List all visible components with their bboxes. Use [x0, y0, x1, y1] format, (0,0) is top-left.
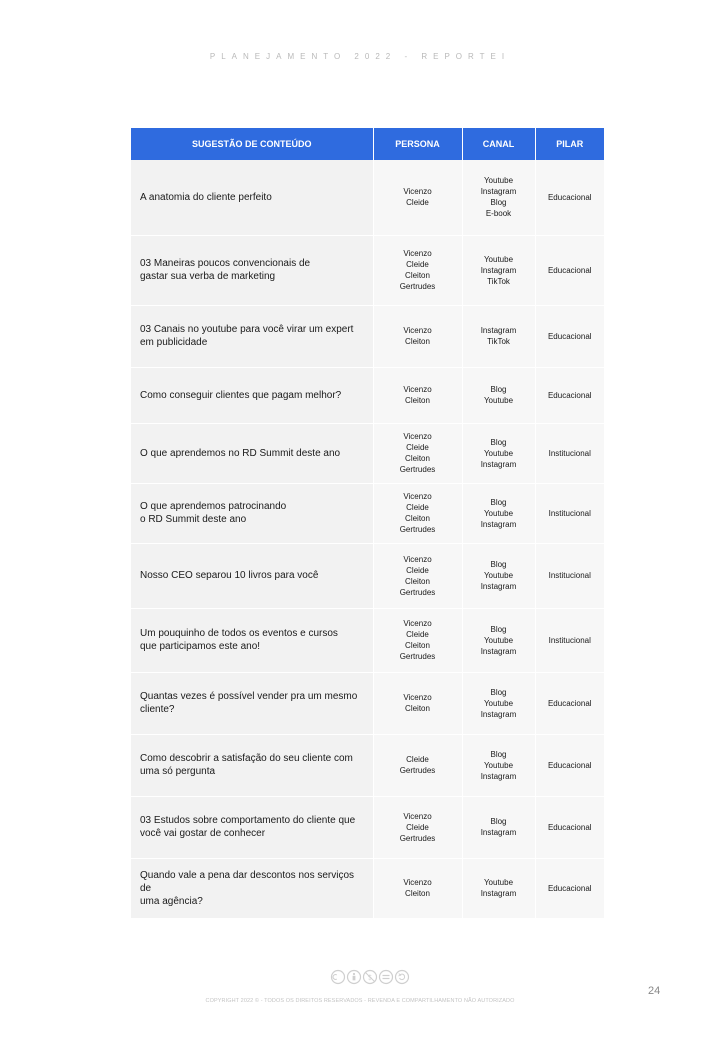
- table-body: [131, 160, 604, 918]
- persona-cell: [373, 483, 462, 543]
- persona-item: Cleiton: [405, 704, 430, 713]
- persona-cell: [373, 423, 462, 483]
- persona-item: Cleiton: [405, 454, 430, 463]
- persona-cell: [373, 608, 462, 672]
- pillar-cell: Educacional: [535, 235, 604, 305]
- persona-item: Vicenzo: [403, 492, 432, 501]
- pillar-cell: Institucional: [535, 423, 604, 483]
- persona-item: Vicenzo: [403, 693, 432, 702]
- persona-item: Gertrudes: [399, 652, 436, 661]
- channel-item: Blog: [490, 817, 507, 826]
- channel-item: Instagram: [480, 582, 517, 591]
- channel-item: Blog: [490, 385, 507, 394]
- channel-cell: [462, 423, 535, 483]
- channel-item: Youtube: [483, 176, 514, 186]
- persona-item: Gertrudes: [399, 587, 436, 597]
- column-header-pillar: PILAR: [535, 128, 604, 160]
- channel-item: Instagram: [480, 459, 517, 469]
- channel-item: Instagram: [480, 326, 517, 335]
- content-suggestion-cell: Como conseguir clientes que pagam melhor?: [131, 367, 373, 423]
- channel-cell: [462, 235, 535, 305]
- pillar-cell: Educacional: [535, 734, 604, 796]
- channel-cell: [462, 543, 535, 608]
- persona-item: Vicenzo: [403, 326, 432, 335]
- channel-item: Blog: [490, 687, 507, 697]
- persona-item: Cleiton: [405, 337, 430, 346]
- pillar-cell: Educacional: [535, 796, 604, 858]
- pillar-cell: Educacional: [535, 858, 604, 918]
- persona-item: Cleiton: [405, 514, 430, 523]
- document-header: PLANEJAMENTO 2022 - REPORTEI: [209, 52, 511, 61]
- persona-item: Vicenzo: [403, 187, 432, 197]
- channel-item: Instagram: [480, 828, 517, 837]
- pillar-cell: Educacional: [535, 160, 604, 235]
- table-row: [131, 672, 604, 734]
- persona-item: Cleide: [406, 443, 429, 452]
- persona-item: Cleide: [406, 822, 429, 832]
- content-suggestion-cell: 03 Estudos sobre comportamento do cliente que você vai gostar de conhecer: [131, 796, 373, 858]
- channel-item: Instagram: [480, 709, 517, 719]
- persona-item: Gertrudes: [399, 525, 436, 534]
- channel-item: Youtube: [483, 698, 514, 708]
- table-row: [131, 543, 604, 608]
- persona-cell: [373, 305, 462, 367]
- persona-item: Cleiton: [405, 576, 430, 586]
- pillar-cell: Educacional: [535, 367, 604, 423]
- channel-cell: [462, 734, 535, 796]
- channel-item: Blog: [490, 749, 507, 759]
- channel-item: Instagram: [480, 646, 517, 656]
- noncommercial-icon: [364, 971, 377, 984]
- persona-cell: [373, 796, 462, 858]
- copyright-notice: COPYRIGHT 2022 © - TODOS OS DIREITOS RESERVADOS - REVENDA E COMPARTILHAMENTO NÃO AUTORIZADO: [205, 998, 515, 1004]
- channel-item: Blog: [490, 437, 507, 447]
- channel-item: Youtube: [483, 396, 514, 405]
- persona-cell: [373, 543, 462, 608]
- channel-cell: [462, 305, 535, 367]
- svg-text:$: $: [367, 973, 373, 982]
- persona-item: Cleide: [406, 503, 429, 512]
- pillar-cell: Educacional: [535, 672, 604, 734]
- channel-cell: [462, 858, 535, 918]
- persona-item: Cleide: [406, 630, 429, 639]
- persona-item: Cleide: [406, 755, 429, 764]
- content-suggestion-cell: Quantas vezes é possível vender pra um mesmo cliente?: [131, 672, 373, 734]
- persona-item: Vicenzo: [403, 619, 432, 628]
- persona-cell: [373, 235, 462, 305]
- channel-item: Instagram: [480, 771, 517, 781]
- channel-item: E-book: [485, 209, 512, 219]
- persona-item: Cleide: [406, 565, 429, 575]
- table-row: [131, 796, 604, 858]
- channel-item: TikTok: [487, 337, 510, 346]
- channel-item: Blog: [490, 560, 507, 569]
- content-suggestion-cell: Nosso CEO separou 10 livros para você: [131, 543, 373, 608]
- persona-item: Vicenzo: [403, 432, 432, 441]
- channel-item: Youtube: [483, 508, 514, 518]
- content-suggestion-cell: O que aprendemos no RD Summit deste ano: [131, 423, 373, 483]
- pillar-cell: Institucional: [535, 608, 604, 672]
- channel-item: Youtube: [483, 571, 514, 580]
- content-suggestion-cell: Quando vale a pena dar descontos nos serviços de uma agência?: [131, 858, 373, 918]
- table-row: [131, 734, 604, 796]
- content-suggestion-cell: 03 Maneiras poucos convencionais de gastar sua verba de marketing: [131, 235, 373, 305]
- content-suggestion-cell: O que aprendemos patrocinando o RD Summit deste ano: [131, 483, 373, 543]
- creative-commons-icon: [332, 971, 345, 984]
- content-suggestion-cell: 03 Canais no youtube para você virar um expert em publicidade: [131, 305, 373, 367]
- sharealike-icon: [396, 971, 409, 984]
- content-suggestion-cell: Um pouquinho de todos os eventos e cursos que participamos este ano!: [131, 608, 373, 672]
- attribution-icon: [348, 971, 361, 984]
- channel-cell: [462, 160, 535, 235]
- noderivatives-icon: [380, 971, 393, 984]
- channel-item: Blog: [490, 497, 507, 507]
- persona-item: Vicenzo: [403, 554, 432, 564]
- column-header-persona: PERSONA: [373, 128, 462, 160]
- persona-item: Gertrudes: [399, 833, 436, 843]
- persona-item: Vicenzo: [403, 249, 432, 258]
- channel-item: Blog: [490, 624, 507, 634]
- table-header-row: [131, 128, 604, 160]
- persona-item: Vicenzo: [403, 385, 432, 394]
- channel-cell: [462, 608, 535, 672]
- pillar-cell: Institucional: [535, 543, 604, 608]
- content-table: [131, 128, 604, 919]
- column-header-suggestion: SUGESTÃO DE CONTEÚDO: [131, 128, 373, 160]
- persona-item: Gertrudes: [399, 465, 436, 474]
- table-row: [131, 305, 604, 367]
- page-number: 24: [648, 985, 661, 997]
- channel-item: Youtube: [483, 448, 514, 458]
- content-table-container: [131, 128, 604, 919]
- persona-item: Cleiton: [405, 271, 430, 280]
- channel-item: Blog: [490, 198, 507, 208]
- pillar-cell: Educacional: [535, 305, 604, 367]
- persona-cell: [373, 734, 462, 796]
- persona-cell: [373, 160, 462, 235]
- table-row: [131, 367, 604, 423]
- persona-cell: [373, 672, 462, 734]
- channel-item: Youtube: [483, 254, 514, 264]
- persona-item: Cleiton: [405, 641, 430, 650]
- persona-item: Gertrudes: [399, 282, 436, 291]
- channel-item: Instagram: [480, 265, 517, 275]
- channel-item: TikTok: [487, 276, 510, 286]
- channel-item: Youtube: [483, 878, 514, 887]
- table-row: [131, 423, 604, 483]
- channel-item: Instagram: [480, 889, 517, 898]
- channel-cell: [462, 796, 535, 858]
- content-suggestion-cell: A anatomia do cliente perfeito: [131, 160, 373, 235]
- content-suggestion-cell: Como descobrir a satisfação do seu cliente com uma só pergunta: [131, 734, 373, 796]
- pillar-cell: Institucional: [535, 483, 604, 543]
- table-row: [131, 483, 604, 543]
- channel-item: Instagram: [480, 519, 517, 529]
- channel-item: Youtube: [483, 760, 514, 770]
- persona-item: Cleiton: [405, 889, 430, 898]
- channel-cell: [462, 367, 535, 423]
- persona-cell: [373, 367, 462, 423]
- column-header-channel: CANAL: [462, 128, 535, 160]
- persona-item: Cleiton: [405, 396, 430, 405]
- license-icons: [330, 969, 410, 985]
- channel-item: Instagram: [480, 187, 517, 197]
- table-row: [131, 160, 604, 235]
- channel-cell: [462, 483, 535, 543]
- table-row: [131, 235, 604, 305]
- persona-item: Vicenzo: [403, 811, 432, 821]
- persona-item: Vicenzo: [403, 878, 432, 887]
- persona-item: Cleide: [406, 260, 429, 269]
- table-row: [131, 608, 604, 672]
- persona-item: Gertrudes: [399, 766, 436, 775]
- persona-item: Cleide: [406, 198, 429, 208]
- channel-item: Youtube: [483, 635, 514, 645]
- table-row: [131, 858, 604, 918]
- persona-cell: [373, 858, 462, 918]
- channel-cell: [462, 672, 535, 734]
